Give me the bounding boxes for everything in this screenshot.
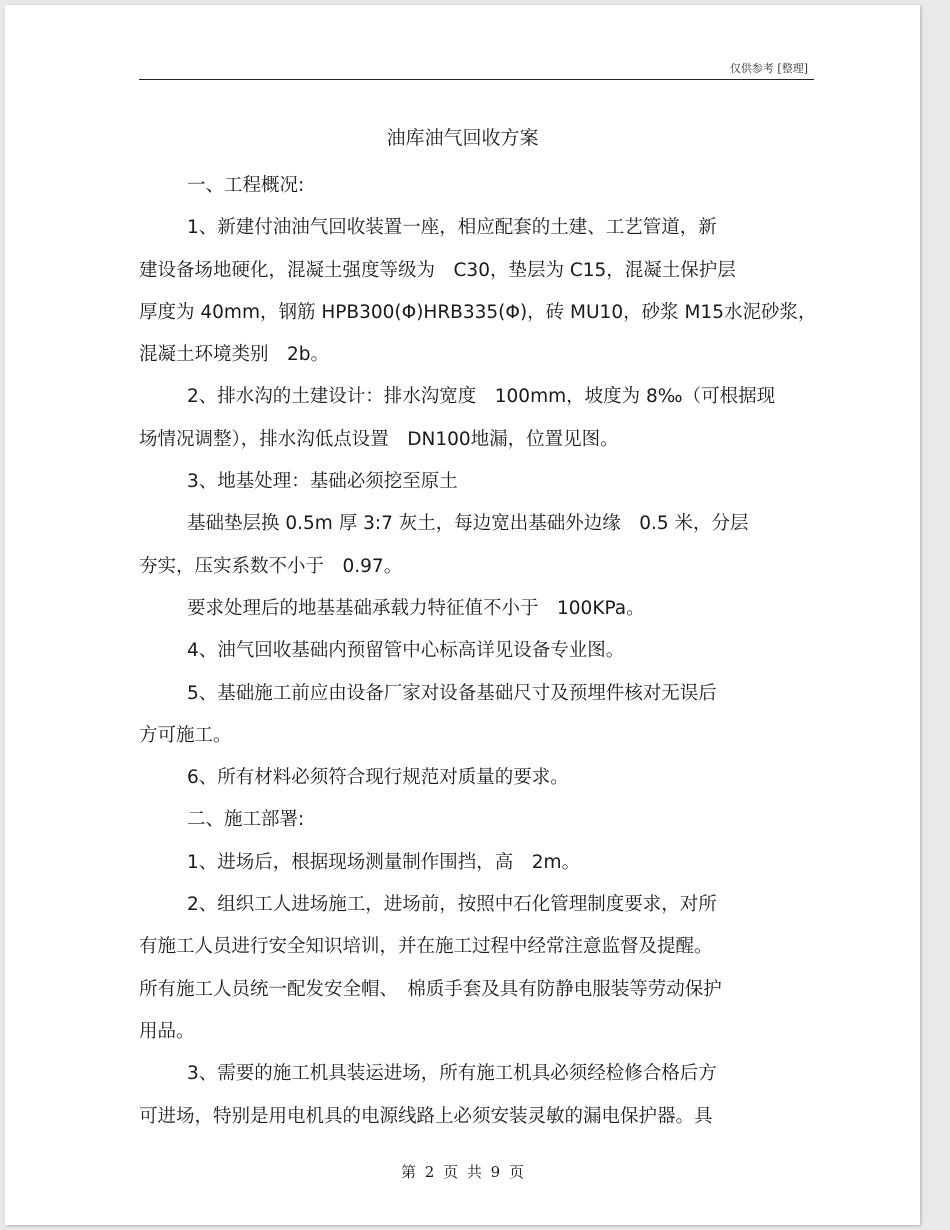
section-heading: 一、工程概况:: [187, 175, 305, 196]
paragraph-line: 4、油气回收基础内预留管中心标高详见设备专业图。: [187, 640, 625, 662]
paragraph-line: 2、组织工人进场施工，进场前，按照中石化管理制度要求，对所: [187, 894, 717, 916]
document-body: [139, 165, 817, 1138]
paragraph-line: 1、新建付油油气回收装置一座，相应配套的土建、工艺管道，新: [187, 217, 717, 239]
paragraph-line: 建设备场地硬化，混凝土强度等级为 C30，垫层为 C15，混凝土保护层: [139, 259, 736, 281]
paragraph-line: 5、基础施工前应由设备厂家对设备基础尺寸及预埋件核对无误后: [187, 682, 717, 704]
paragraph-line: 可进场，特别是用电机具的电源线路上必须安装灵敏的漏电保护器。具: [139, 1105, 713, 1127]
paragraph-line: 1、进场后，根据现场测量制作围挡，高 2m。: [187, 851, 581, 873]
paragraph-line: 有施工人员进行安全知识培训，并在施工过程中经常注意监督及提醒。: [139, 936, 713, 958]
paragraph-line: 场情况调整），排水沟低点设置 DN100地漏，位置见图。: [139, 428, 619, 450]
paragraph-line: 混凝土环境类别 2b。: [139, 344, 330, 366]
document-title: 油库油气回收方案: [386, 127, 539, 149]
page-number: 第 2 页 共 9 页: [401, 1163, 524, 1181]
paragraph-line: 2、排水沟的土建设计：排水沟宽度 100mm，坡度为 8‰（可根据现: [187, 386, 776, 408]
section-heading: 二、施工部署:: [187, 809, 305, 831]
document-page: [5, 5, 920, 1225]
paragraph-line: 夯实，压实系数不小于 0.97。: [139, 555, 403, 577]
paragraph-line: 3、地基处理：基础必须挖至原土: [187, 471, 458, 493]
header-note: 仅供参考 [整理]: [729, 62, 808, 75]
paragraph-line: 3、需要的施工机具装运进场，所有施工机具必须经检修合格后方: [187, 1063, 717, 1085]
paragraph-line: 用品。: [139, 1020, 195, 1042]
paragraph-line: 厚度为 40mm，钢筋 HPB300(Φ)HRB335(Φ)，砖 MU10，砂浆 M15水泥砂浆，: [139, 301, 817, 323]
paragraph-line: 6、所有材料必须符合现行规范对质量的要求。: [187, 767, 569, 789]
header-divider: [139, 79, 814, 80]
paragraph-line: 所有施工人员统一配发安全帽、 棉质手套及具有防静电服装等劳动保护: [139, 978, 722, 1000]
paragraph-line: 要求处理后的地基基础承载力特征值不小于 100KPa。: [187, 597, 645, 619]
paragraph-line: 基础垫层换 0.5m 厚 3:7 灰土，每边宽出基础外边缘 0.5 米，分层: [187, 513, 749, 535]
paragraph-line: 方可施工。: [139, 724, 232, 746]
